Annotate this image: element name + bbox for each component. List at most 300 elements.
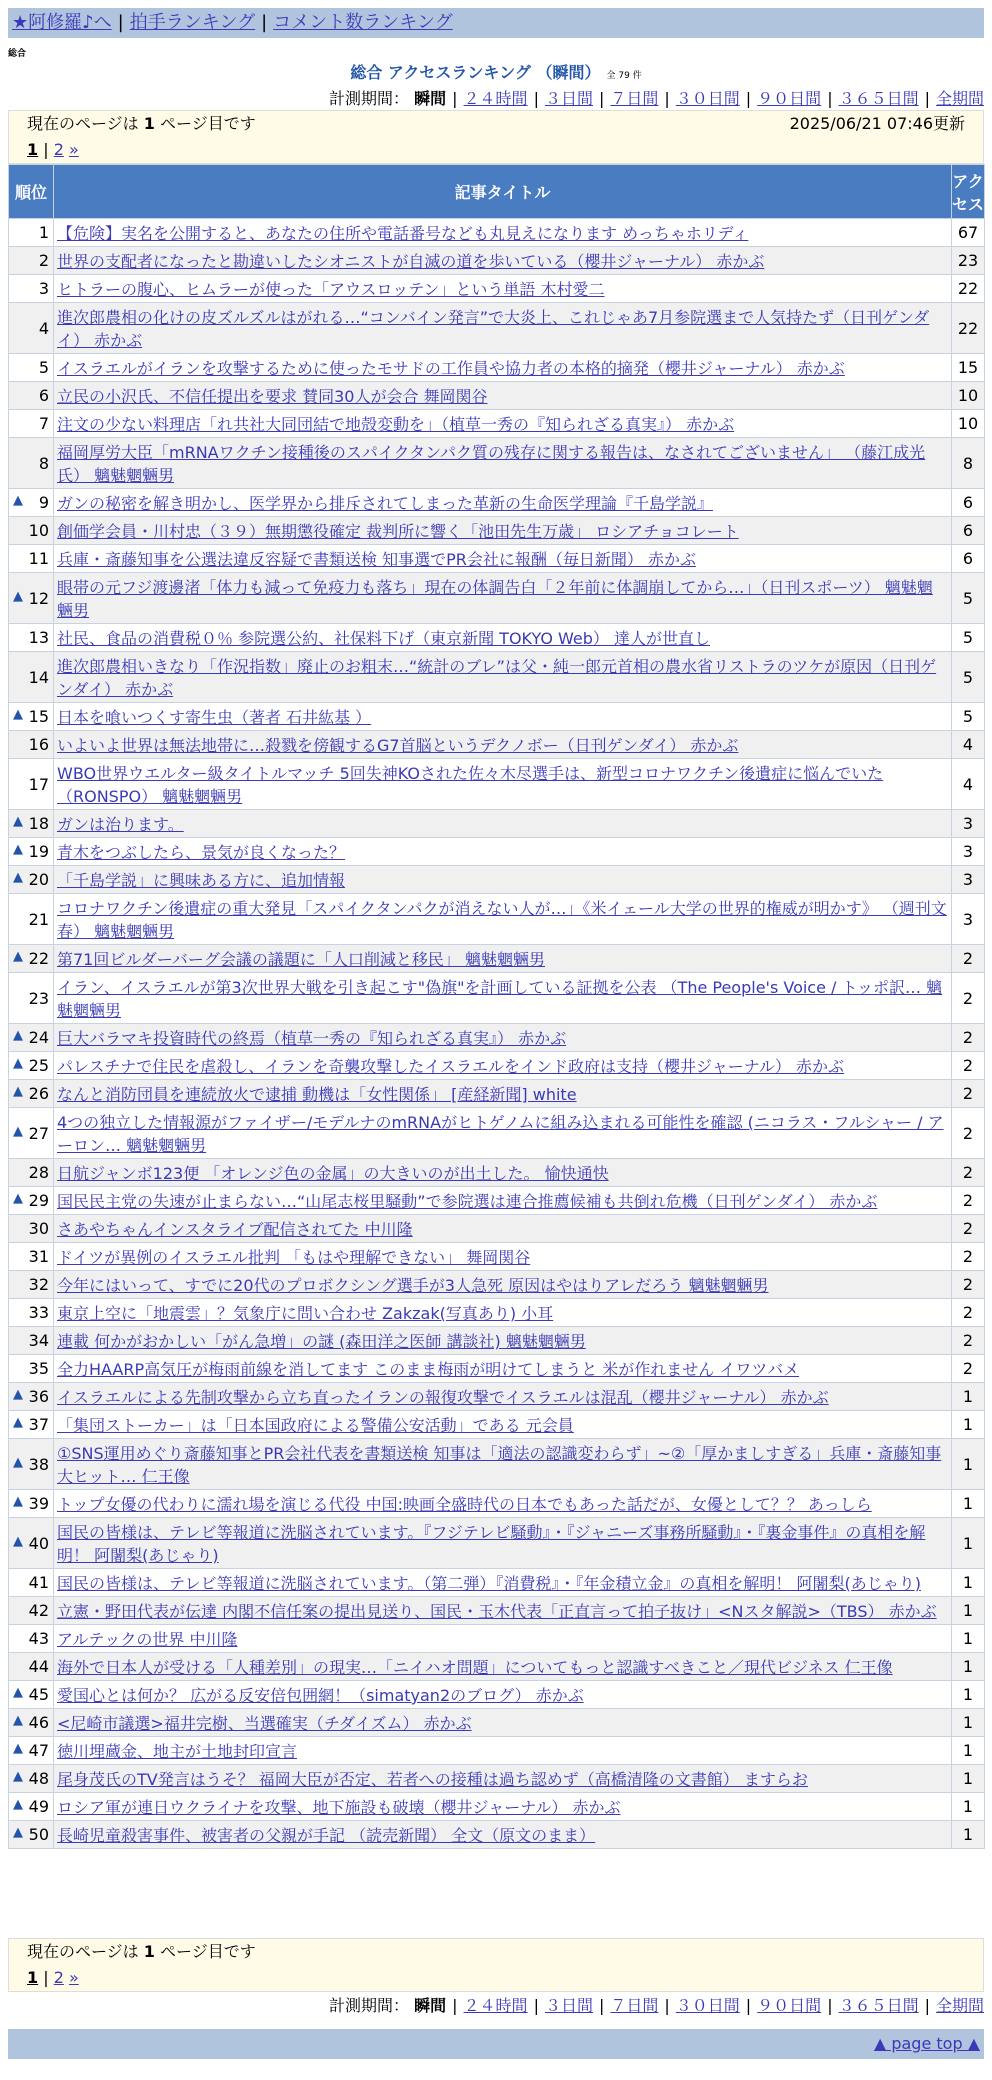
article-link[interactable]: 眼帯の元フジ渡邊渚「体力も減って免疫力も落ち」現在の体調告白「２年前に体調崩してから…」（日刊スポーツ） 魑魅魍魎男 (57, 578, 933, 620)
rank-number: 35 (28, 1359, 49, 1378)
rank-number: 16 (28, 735, 49, 754)
page-2-link[interactable]: 2 (53, 1968, 64, 1987)
table-row (9, 1299, 985, 1327)
rank-cell (9, 1271, 54, 1299)
table-row (9, 894, 985, 945)
nav-separator: | (261, 12, 268, 33)
rank-number: 38 (28, 1454, 49, 1474)
table-row (9, 1490, 985, 1518)
period-24h[interactable]: ２４時間 (463, 89, 528, 108)
rank-cell (9, 1299, 54, 1327)
top-nav (8, 8, 984, 38)
table-row (9, 652, 985, 703)
up-arrow-icon: ▲ (13, 1713, 23, 1728)
rank-number: 26 (28, 1084, 49, 1103)
rank-number: 7 (38, 414, 49, 433)
article-link[interactable]: 今年にはいって、すでに20代のプロボクシング選手が3人急死 原因はやはりアレだろう 魑魅魍魎男 (57, 1276, 769, 1295)
title-cell (54, 489, 952, 517)
article-link[interactable]: 長崎児童殺害事件、被害者の父親が手記 （読売新聞） 全文（原文のまま） (57, 1826, 596, 1845)
rank-cell (9, 1052, 54, 1080)
access-count: 1 (952, 1681, 985, 1709)
access-count: 1 (952, 1765, 985, 1793)
rank-number: 12 (28, 588, 49, 608)
article-link[interactable]: さあやちゃんインスタライブ配信されてた 中川隆 (57, 1220, 413, 1239)
rank-number: 3 (38, 279, 49, 298)
page-info-bottom (8, 1938, 984, 1992)
access-count: 1 (952, 1439, 985, 1490)
up-arrow-icon: ▲ (13, 1191, 23, 1206)
table-row (9, 838, 985, 866)
title-cell (54, 1108, 952, 1159)
article-link[interactable]: 国民の皆様は、テレビ等報道に洗脳されています。『フジテレビ騒動』・『ジャニーズ事務所騒動』・『裏金事件』の真相を解明！ 阿闍梨(あじゃり) (57, 1523, 926, 1565)
rank-cell (9, 624, 54, 652)
access-count: 2 (952, 1327, 985, 1355)
access-count: 10 (952, 410, 985, 438)
rank-number: 33 (28, 1303, 49, 1322)
rank-cell (9, 838, 54, 866)
up-arrow-icon: ▲ (13, 1056, 23, 1071)
table-row (9, 1383, 985, 1411)
table-row (9, 1653, 985, 1681)
table-row (9, 573, 985, 624)
table-row (9, 1024, 985, 1052)
article-link[interactable]: 立憲・野田代表が伝達 内閣不信任案の提出見送り、国民・玉木代表「正直言って拍子抜け」<Nスタ解説>（TBS） 赤かぶ (57, 1602, 937, 1621)
access-count: 2 (952, 1355, 985, 1383)
up-arrow-icon: ▲ (13, 1084, 23, 1099)
table-row (9, 382, 985, 410)
access-count: 67 (952, 219, 985, 247)
rank-cell (9, 1327, 54, 1355)
article-link[interactable]: イラン、イスラエルが第3次世界大戦を引き起こす"偽旗"を計画している証拠を公表 （The People's Voice / トッポ訳… 魑魅魍魎男 (57, 978, 943, 1020)
title-cell (54, 219, 952, 247)
table-row (9, 703, 985, 731)
article-link[interactable]: ドイツが異例のイスラエル批判 「もはや理解できない」 舞岡関谷 (57, 1248, 531, 1267)
access-count: 3 (952, 894, 985, 945)
rank-cell (9, 1793, 54, 1821)
access-count: 1 (952, 1597, 985, 1625)
article-link[interactable]: 創価学会員・川村忠（３９）無期懲役確定 裁判所に響く「池田先生万歳」 ロシアチョコレート (57, 522, 739, 541)
article-link[interactable]: WBO世界ウエルター級タイトルマッチ 5回失神KOされた佐々木尽選手は、新型コロナワクチン後遺症に悩んでいた （RONSPO） 魑魅魍魎男 (57, 764, 884, 806)
article-link[interactable]: 国民の皆様は、テレビ等報道に洗脳されています。（第二弾）『消費税』・『年金積立金』の真相を解明！ 阿闍梨(あじゃり) (57, 1574, 921, 1593)
page-1-current: 1 (27, 1968, 39, 1987)
access-count: 3 (952, 838, 985, 866)
table-row (9, 1765, 985, 1793)
access-count: 2 (952, 1271, 985, 1299)
period-current: 瞬間 (414, 1996, 447, 2015)
access-count: 2 (952, 1052, 985, 1080)
up-arrow-icon: ▲ (13, 870, 23, 885)
table-row (9, 1709, 985, 1737)
title-cell (54, 1271, 952, 1299)
rank-number: 20 (28, 870, 49, 889)
period-30d[interactable]: ３０日間 (675, 89, 740, 108)
rank-number: 23 (28, 988, 49, 1008)
nav-separator: | (117, 12, 124, 33)
title-cell (54, 1439, 952, 1490)
rank-cell (9, 517, 54, 545)
header-rank: 順位 (9, 165, 54, 219)
title-cell (54, 1411, 952, 1439)
article-link[interactable]: 福岡厚労大臣「mRNAワクチン接種後のスパイクタンパク質の残存に関する報告は、なされてございません」 （藤江成光氏） 魑魅魍魎男 (57, 443, 926, 485)
article-link[interactable]: ガンの秘密を解き明かし、医学界から排斥されてしまった革新の生命医学理論『千島学説』 (57, 494, 714, 513)
rank-number: 41 (28, 1573, 49, 1592)
title-cell (54, 866, 952, 894)
table-row (9, 1737, 985, 1765)
title-cell (54, 1052, 952, 1080)
access-count: 2 (952, 1187, 985, 1215)
table-row (9, 1080, 985, 1108)
rank-number: 30 (28, 1219, 49, 1238)
rank-number: 50 (28, 1825, 49, 1844)
pagination: 1 | 2 » (27, 140, 79, 159)
rank-number: 44 (28, 1657, 49, 1676)
access-count: 1 (952, 1653, 985, 1681)
article-link[interactable]: 日本を喰いつくす寄生虫（著者 石井紘基 ） (57, 708, 372, 727)
access-count: 1 (952, 1793, 985, 1821)
period-30d[interactable]: ３０日間 (675, 1996, 740, 2015)
table-row (9, 1327, 985, 1355)
table-row (9, 1159, 985, 1187)
article-link[interactable]: 「千島学説」に興味ある方に、追加情報 (57, 871, 346, 890)
article-link[interactable]: なんと消防団員を連続放火で逮捕 動機は「女性関係」 [産経新聞] white (57, 1085, 577, 1104)
up-arrow-icon: ▲ (13, 1825, 23, 1840)
period-3d[interactable]: ３日間 (544, 1996, 593, 2015)
rank-cell (9, 1439, 54, 1490)
period-selector-top: 計測期間： 瞬間 | ２４時間 | ３日間 | ７日間 | ３０日間 | ９０日間 | ３６５日間 | 全期間 (329, 89, 984, 108)
table-row (9, 438, 985, 489)
access-count: 5 (952, 624, 985, 652)
article-link[interactable]: いよいよ世界は無法地帯に…殺戮を傍観するG7首脳というデクノボー（日刊ゲンダイ） 赤かぶ (57, 736, 739, 755)
period-365d[interactable]: ３６５日間 (838, 1996, 919, 2015)
title-cell (54, 703, 952, 731)
title-cell (54, 303, 952, 354)
article-link[interactable]: <尼崎市議選>福井完樹、当選確実（チダイズム） 赤かぶ (57, 1714, 472, 1733)
article-link[interactable]: トップ女優の代わりに濡れ場を演じる代役 中国:映画全盛時代の日本でもあった話だが、女優として？？ あっしら (57, 1495, 872, 1514)
rank-cell (9, 489, 54, 517)
article-link[interactable]: 巨大バラマキ投資時代の終焉（植草一秀の『知られざる真実』） 赤かぶ (57, 1029, 567, 1048)
table-row (9, 1052, 985, 1080)
access-count: 4 (952, 759, 985, 810)
rank-number: 13 (28, 628, 49, 647)
rank-cell (9, 1490, 54, 1518)
table-row (9, 1108, 985, 1159)
rank-cell (9, 1355, 54, 1383)
period-label: 計測期間： (329, 89, 410, 108)
header-title: 記事タイトル (54, 165, 952, 219)
article-link[interactable]: 立民の小沢氏、不信任提出を要求 賛同30人が会合 舞岡関谷 (57, 387, 488, 406)
access-count: 4 (952, 731, 985, 759)
title-cell (54, 410, 952, 438)
rank-cell (9, 1411, 54, 1439)
current-page-text: 現在のページは 1 ページ目です (27, 114, 256, 133)
article-link[interactable]: 4つの独立した情報源がファイザー/モデルナのmRNAがヒトゲノムに組み込まれる可能性を確認 (ニコラス・フルシャー / アーロン… 魑魅魍魎男 (57, 1113, 944, 1155)
title-cell (54, 1024, 952, 1052)
access-count: 1 (952, 1383, 985, 1411)
rank-number: 29 (28, 1191, 49, 1210)
rank-number: 45 (28, 1685, 49, 1704)
access-count: 8 (952, 438, 985, 489)
rank-number: 49 (28, 1797, 49, 1816)
table-row (9, 354, 985, 382)
article-link[interactable]: 国民民主党の失速が止まらない…“山尾志桜里騒動”で参院選は連合推薦候補も共倒れ危機（日刊ゲンダイ） 赤かぶ (57, 1192, 878, 1211)
rank-number: 14 (28, 667, 49, 687)
rank-number: 21 (28, 909, 49, 929)
table-row (9, 1597, 985, 1625)
up-arrow-icon: ▲ (13, 1769, 23, 1784)
title-cell (54, 838, 952, 866)
rank-number: 31 (28, 1247, 49, 1266)
article-link[interactable]: 愛国心とは何か？ 広がる反安倍包囲網！（simatyan2のブログ） 赤かぶ (57, 1686, 584, 1705)
table-row (9, 1439, 985, 1490)
period-current: 瞬間 (414, 89, 447, 108)
table-row (9, 1518, 985, 1569)
rank-number: 40 (28, 1533, 49, 1553)
period-365d[interactable]: ３６５日間 (838, 89, 919, 108)
title-cell (54, 1215, 952, 1243)
article-link[interactable]: 世界の支配者になったと勘違いしたシオニストが自滅の道を歩いている（櫻井ジャーナル） 赤かぶ (57, 252, 765, 271)
title-cell (54, 624, 952, 652)
access-count: 2 (952, 1108, 985, 1159)
table-row (9, 759, 985, 810)
rank-number: 34 (28, 1331, 49, 1350)
rank-number: 25 (28, 1056, 49, 1075)
table-row (9, 1625, 985, 1653)
up-arrow-icon: ▲ (13, 1797, 23, 1812)
page-1-current: 1 (27, 140, 39, 159)
up-arrow-icon: ▲ (13, 493, 23, 508)
title-cell (54, 1765, 952, 1793)
rank-number: 46 (28, 1713, 49, 1732)
rank-cell (9, 1215, 54, 1243)
access-count: 2 (952, 1080, 985, 1108)
rank-cell (9, 759, 54, 810)
title-cell (54, 894, 952, 945)
period-all[interactable]: 全期間 (935, 89, 984, 108)
period-90d[interactable]: ９０日間 (757, 1996, 822, 2015)
table-row (9, 545, 985, 573)
access-count: 2 (952, 1215, 985, 1243)
rank-cell (9, 382, 54, 410)
access-count: 3 (952, 810, 985, 838)
title-cell (54, 1653, 952, 1681)
article-link[interactable]: 【危険】実名を公開すると、あなたの住所や電話番号なども丸見えになります めっちゃホリディ (57, 224, 749, 243)
article-link[interactable]: 第71回ビルダーバーグ会議の議題に「人口削減と移民」 魑魅魍魎男 (57, 950, 546, 969)
access-count: 10 (952, 382, 985, 410)
article-link[interactable]: コロナワクチン後遺症の重大発見「スパイクタンパクが消えない人が…」《米イェール大学の世界的権威が明かす》 （週刊文春） 魑魅魍魎男 (57, 899, 947, 941)
period-24h[interactable]: ２４時間 (463, 1996, 528, 2015)
article-link[interactable]: 兵庫・斎藤知事を公選法違反容疑で書類送検 知事選でPR会社に報酬（毎日新聞） 赤かぶ (57, 550, 696, 569)
table-row (9, 1793, 985, 1821)
page-title (0, 60, 992, 83)
up-arrow-icon: ▲ (13, 1741, 23, 1756)
title-cell (54, 1080, 952, 1108)
table-row (9, 624, 985, 652)
access-count: 6 (952, 517, 985, 545)
title-cell (54, 1327, 952, 1355)
article-link[interactable]: ガンは治ります。 (57, 815, 184, 834)
article-link[interactable]: ヒトラーの腹心、ヒムラーが使った「アウスロッテン」という単語 木村愛二 (57, 280, 605, 299)
rank-cell (9, 303, 54, 354)
title-cell (54, 573, 952, 624)
access-count: 1 (952, 1518, 985, 1569)
article-link[interactable]: イスラエルがイランを攻撃するために使ったモサドの工作員や協力者の本格的摘発（櫻井ジャーナル） 赤かぶ (57, 359, 845, 378)
period-7d[interactable]: ７日間 (610, 1996, 659, 2015)
access-count: 6 (952, 489, 985, 517)
rank-cell (9, 731, 54, 759)
rank-number: 43 (28, 1629, 49, 1648)
title-cell (54, 759, 952, 810)
table-row (9, 247, 985, 275)
article-link[interactable]: ロシア軍が連日ウクライナを攻撃、地下施設も破壊（櫻井ジャーナル） 赤かぶ (57, 1798, 621, 1817)
article-link[interactable]: 進次郎農相いきなり「作況指数」廃止のお粗末…“統計のブレ”は父・純一郎元首相の農水省リストラのツケが原因（日刊ゲンダイ） 赤かぶ (57, 657, 937, 699)
rank-number: 47 (28, 1741, 49, 1760)
table-row (9, 410, 985, 438)
article-link[interactable]: 東京上空に「地震雲」？気象庁に問い合わせ Zakzak(写真あり) 小耳 (57, 1304, 554, 1323)
table-row (9, 517, 985, 545)
rank-cell (9, 1243, 54, 1271)
article-link[interactable]: パレスチナで住民を虐殺し、イランを奇襲攻撃したイスラエルをインド政府は支持（櫻井ジャーナル） 赤かぶ (57, 1057, 845, 1076)
access-count: 2 (952, 1299, 985, 1327)
rank-cell (9, 1080, 54, 1108)
title-cell (54, 1243, 952, 1271)
title-cell (54, 354, 952, 382)
rank-cell (9, 1709, 54, 1737)
article-link[interactable]: ①SNS運用めぐり斎藤知事とPR会社代表を書類送検 知事は「適法の認識変わらず」~②「厚かましすぎる」兵庫・斎藤知事 大ヒット… 仁王像 (57, 1444, 942, 1486)
period-3d[interactable]: ３日間 (544, 89, 593, 108)
rank-number: 32 (28, 1275, 49, 1294)
access-count: 2 (952, 1024, 985, 1052)
article-link[interactable]: 尾身茂氏のTV発言はうそ？ 福岡大臣が否定、若者への接種は過ち認めず（高橋清隆の文書館） ますらお (57, 1770, 808, 1789)
rank-number: 4 (38, 318, 49, 338)
access-count: 1 (952, 1709, 985, 1737)
rank-cell (9, 973, 54, 1024)
period-7d[interactable]: ７日間 (610, 89, 659, 108)
article-link[interactable]: 「集団ストーカー」は「日本国政府による警備公安活動」である 元会員 (57, 1416, 574, 1435)
access-count: 1 (952, 1737, 985, 1765)
title-cell (54, 382, 952, 410)
rank-cell (9, 1737, 54, 1765)
access-count: 1 (952, 1821, 985, 1849)
title-cell (54, 1597, 952, 1625)
article-link[interactable]: 徳川埋蔵金、地主が土地封印宣言 (57, 1742, 298, 1761)
up-arrow-icon: ▲ (13, 1387, 23, 1402)
period-all[interactable]: 全期間 (935, 1996, 984, 2015)
rank-number: 1 (38, 223, 49, 242)
rank-number: 39 (28, 1494, 49, 1513)
table-row (9, 1821, 985, 1849)
table-row (9, 1569, 985, 1597)
rank-cell (9, 1108, 54, 1159)
header-access: アクセス (952, 165, 985, 219)
rank-cell (9, 652, 54, 703)
table-row (9, 219, 985, 247)
title-cell (54, 1490, 952, 1518)
table-row (9, 1187, 985, 1215)
table-row (9, 275, 985, 303)
table-row (9, 489, 985, 517)
article-link[interactable]: 青木をつぶしたら、景気が良くなった？ (57, 843, 346, 862)
article-link[interactable]: 日航ジャンボ123便 「オレンジ色の金属」の大きいのが出土した。 愉快通快 (57, 1164, 609, 1183)
rank-number: 2 (38, 251, 49, 270)
rank-number: 27 (28, 1123, 49, 1143)
rank-cell (9, 354, 54, 382)
title-cell (54, 973, 952, 1024)
page-top-link[interactable]: ▲ page top ▲ (873, 2034, 980, 2053)
next-page-link[interactable]: » (68, 1968, 79, 1987)
rank-cell (9, 1653, 54, 1681)
ranking-table (8, 164, 985, 1849)
rank-cell (9, 1765, 54, 1793)
next-page-link[interactable]: » (68, 140, 79, 159)
article-link[interactable]: アルテックの世界 中川隆 (57, 1630, 238, 1649)
rank-number: 22 (28, 949, 49, 968)
title-cell (54, 1737, 952, 1765)
article-link[interactable]: 連載 何かがおかしい「がん急増」の謎 (森田洋之医師 講談社) 魑魅魍魎男 (57, 1332, 586, 1351)
access-count: 6 (952, 545, 985, 573)
pagination: 1 | 2 » (27, 1968, 79, 1987)
period-90d[interactable]: ９０日間 (757, 89, 822, 108)
title-cell (54, 1518, 952, 1569)
rank-cell (9, 275, 54, 303)
access-count: 15 (952, 354, 985, 382)
table-row (9, 973, 985, 1024)
updated-timestamp: 2025/06/21 07:46更新 (789, 114, 965, 133)
title-cell (54, 1355, 952, 1383)
article-link[interactable]: 海外で日本人が受ける「人種差別」の現実…「ニイハオ問題」についてもっと認識すべきこと／現代ビジネス 仁王像 (57, 1658, 893, 1677)
rank-number: 11 (28, 549, 49, 568)
rank-cell (9, 1159, 54, 1187)
page-2-link[interactable]: 2 (53, 140, 64, 159)
article-link[interactable]: 注文の少ない料理店「れ共社大同団結で地殻変動を」（植草一秀の『知られざる真実』） 赤かぶ (57, 415, 735, 434)
rank-number: 9 (38, 493, 49, 512)
title-cell (54, 1681, 952, 1709)
title-cell (54, 1821, 952, 1849)
title-cell (54, 810, 952, 838)
rank-number: 8 (38, 453, 49, 473)
article-link[interactable]: イスラエルによる先制攻撃から立ち直ったイランの報復攻撃でイスラエルは混乱（櫻井ジャーナル） 赤かぶ (57, 1388, 829, 1407)
article-link[interactable]: 進次郎農相の化けの皮ズルズルはがれる…“コンバイン発言”で大炎上、これじゃあ7月参院選まで人気持たず（日刊ゲンダイ） 赤かぶ (57, 308, 930, 350)
home-link[interactable]: ★阿修羅♪へ (12, 12, 112, 33)
rank-number: 10 (28, 521, 49, 540)
title-cell (54, 945, 952, 973)
access-count: 5 (952, 703, 985, 731)
up-arrow-icon: ▲ (13, 1494, 23, 1509)
section-label: 総合 (8, 49, 27, 59)
rank-number: 48 (28, 1769, 49, 1788)
title-cell (54, 247, 952, 275)
access-count: 1 (952, 1625, 985, 1653)
title-cell (54, 545, 952, 573)
rank-number: 17 (28, 774, 49, 794)
article-link[interactable]: 社民、食品の消費税０％ 参院選公約、社保料下げ（東京新聞 TOKYO Web） 達人が世直し (57, 629, 711, 648)
current-page-text: 現在のページは 1 ページ目です (27, 1942, 256, 1961)
access-count: 2 (952, 945, 985, 973)
rank-cell (9, 545, 54, 573)
up-arrow-icon: ▲ (13, 814, 23, 829)
clap-ranking-link[interactable]: 拍手ランキング (129, 12, 256, 33)
comment-ranking-link[interactable]: コメント数ランキング (273, 12, 453, 33)
rank-number: 6 (38, 386, 49, 405)
table-row (9, 1355, 985, 1383)
access-count: 5 (952, 573, 985, 624)
access-count: 2 (952, 973, 985, 1024)
rank-number: 19 (28, 842, 49, 861)
article-link[interactable]: 全力HAARP高気圧が梅雨前線を消してます このまま梅雨が明けてしまうと 米が作れません イワツバメ (57, 1360, 800, 1379)
rank-cell (9, 1821, 54, 1849)
rank-number: 5 (38, 358, 49, 377)
rank-cell (9, 410, 54, 438)
rank-cell (9, 219, 54, 247)
